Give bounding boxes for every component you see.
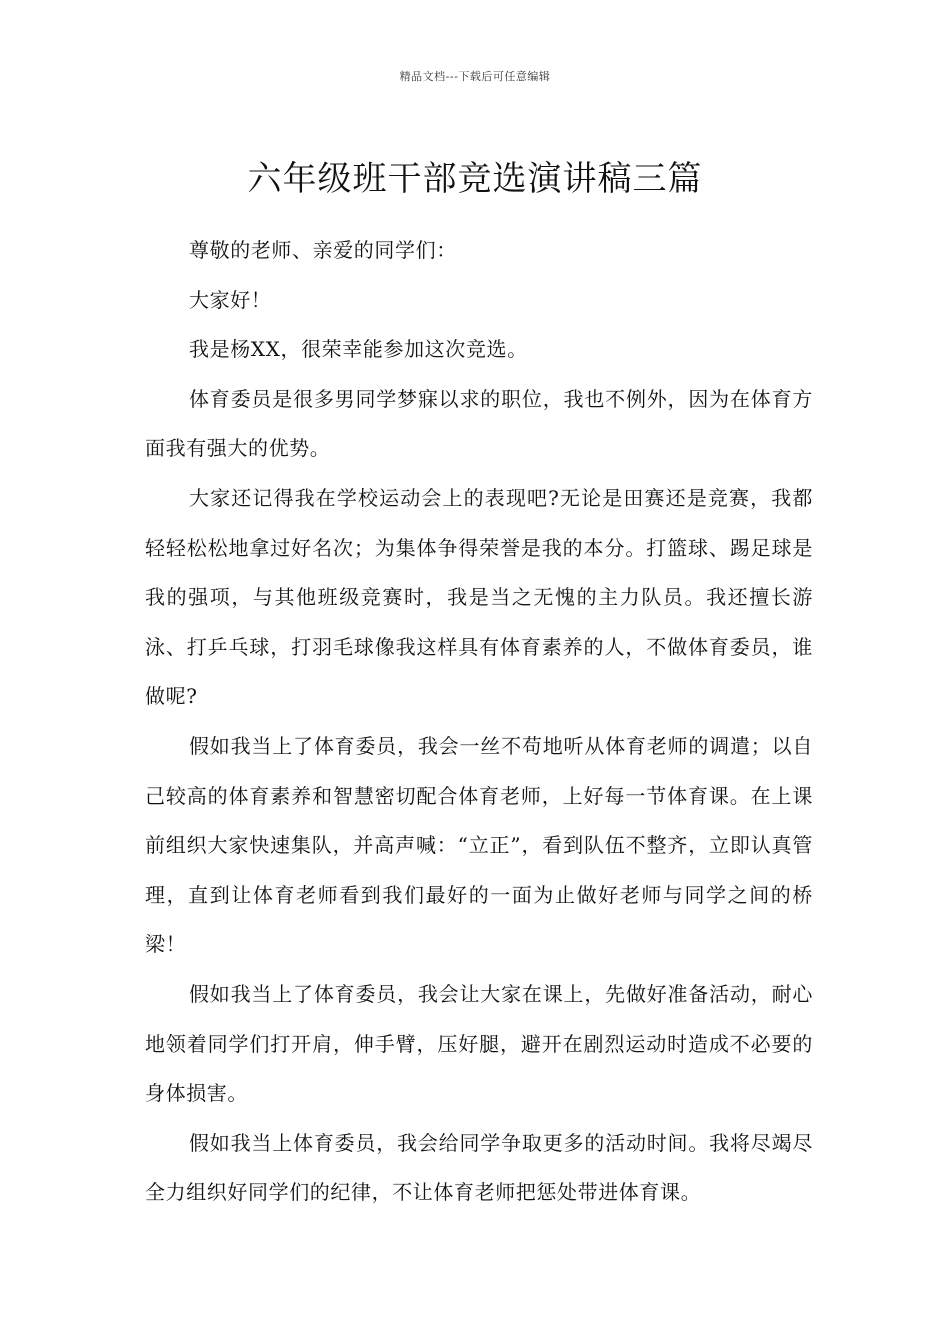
paragraph-plan-activity: 假如我当上体育委员，我会给同学争取更多的活动时间。我将尽竭尽全力组织好同学们的纪律，不让体育老师把惩处带进体育课。 [145, 1130, 813, 1205]
paragraph-plan-discipline: 假如我当上了体育委员，我会一丝不苟地听从体育老师的调遣；以自己较高的体育素养和智慧密切配合体育老师，上好每一节体育课。在上课前组织大家快速集队，并高声喊：“立正”，看到队伍不整齐，立即认真管理，直到让体育老师看到我们最好的一面为止做好老师与同学之间的桥梁！ [145, 733, 813, 957]
paragraph-advantage: 体育委员是很多男同学梦寐以求的职位，我也不例外，因为在体育方面我有强大的优势。 [145, 386, 813, 461]
paragraph-plan-warmup: 假如我当上了体育委员，我会让大家在课上，先做好准备活动，耐心地领着同学们打开肩，伸手臂，压好腿，避开在剧烈运动时造成不必要的身体损害。 [145, 981, 813, 1106]
document-body [145, 226, 813, 1218]
paragraph-intro: 我是杨XX，很荣幸能参加这次竞选。 [189, 337, 528, 362]
paragraph-greeting: 尊敬的老师、亲爱的同学们： [189, 238, 457, 262]
header-note: 精品文档---下载后可任意编辑 [399, 70, 551, 83]
document-title: 六年级班干部竞选演讲稿三篇 [247, 158, 703, 199]
paragraph-hello: 大家好！ [189, 287, 272, 312]
paragraph-performance: 大家还记得我在学校运动会上的表现吧?无论是田赛还是竞赛，我都轻轻松松地拿过好名次；为集体争得荣誉是我的本分。打篮球、踢足球是我的强项，与其他班级竞赛时，我是当之无愧的主力队员。我还擅长游泳、打乒乓球，打羽毛球像我这样具有体育素养的人，不做体育委员，谁做呢? [145, 485, 813, 709]
